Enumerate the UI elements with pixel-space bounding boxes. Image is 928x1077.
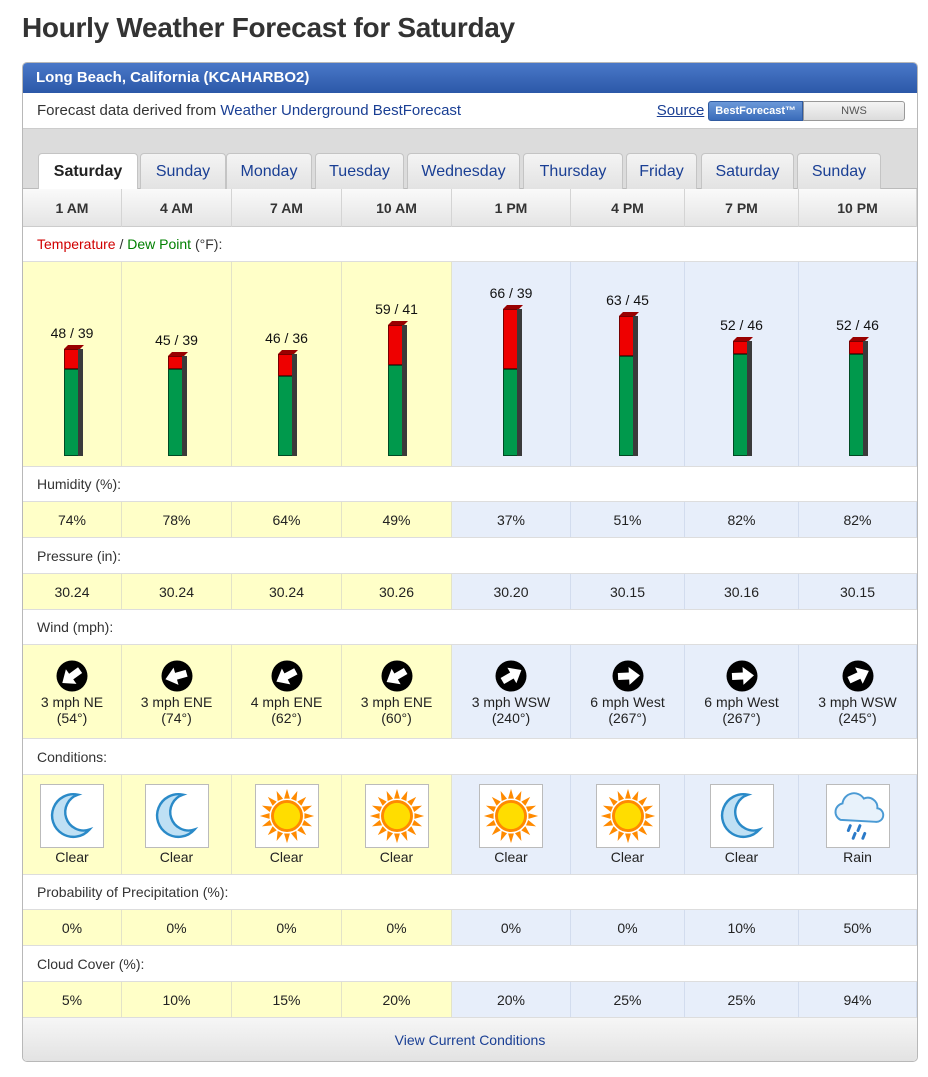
rain-cloud-icon: [826, 784, 890, 848]
pressure-row-cell: 30.15: [799, 574, 917, 609]
wind-direction-icon: [842, 660, 874, 692]
cloud-cover-row-cell: 94%: [799, 982, 917, 1017]
conditions-row-cell: [452, 775, 571, 874]
sun-icon: [479, 784, 543, 848]
temperature-bar: [278, 354, 297, 456]
time-header: 7 AM: [232, 189, 342, 227]
temperature-bar: [619, 316, 638, 456]
source-selector: [657, 93, 905, 129]
cloud-cover-row-cell: 15%: [232, 982, 342, 1017]
temperature-segment: [619, 316, 634, 356]
humidity-row-cell: 82%: [685, 502, 799, 537]
humidity-row-cell: 74%: [23, 502, 122, 537]
wind-speed: 6 mph West: [590, 694, 665, 710]
wind-row-cell: [232, 645, 342, 738]
dew-point-segment: [503, 369, 518, 456]
wind-degrees: (267°): [722, 710, 761, 726]
temperature-segment: [733, 341, 748, 354]
cloud-cover-row-cell: 10%: [122, 982, 232, 1017]
wind-row-cell: [452, 645, 571, 738]
bar-side: [517, 309, 522, 456]
temperature-chart-cell: [122, 262, 232, 466]
bar-side: [292, 354, 297, 456]
moon-icon: [145, 784, 209, 848]
bestforecast-link[interactable]: Weather Underground BestForecast: [220, 102, 462, 119]
temperature-value-label: 52 / 46: [720, 317, 763, 333]
view-current-conditions-link[interactable]: View Current Conditions: [394, 1032, 546, 1048]
time-header: 10 AM: [342, 189, 452, 227]
conditions-row: [23, 775, 917, 875]
bestforecast-source-button[interactable]: BestForecast™: [708, 101, 803, 121]
wind-degrees: (74°): [161, 710, 192, 726]
dew-point-legend: Dew Point: [127, 236, 192, 252]
cloud-cover-row: [23, 982, 917, 1018]
time-header: 4 PM: [571, 189, 685, 227]
condition-text: Clear: [610, 849, 645, 865]
humidity-label: Humidity (%):: [23, 467, 917, 502]
tab-sunday-next[interactable]: Sunday: [797, 153, 881, 190]
precipitation-row: [23, 910, 917, 946]
condition-text: Clear: [55, 849, 89, 865]
condition-text: Rain: [843, 849, 872, 865]
wind-row-cell: [685, 645, 799, 738]
pressure-row-cell: 30.24: [232, 574, 342, 609]
dew-point-segment: [278, 376, 293, 456]
condition-text: Clear: [724, 849, 759, 865]
bar-side: [402, 325, 407, 456]
condition-text: Clear: [379, 849, 414, 865]
temperature-bar: [64, 349, 83, 456]
dew-point-segment: [849, 354, 864, 456]
temperature-bar: [168, 356, 187, 456]
pressure-row-cell: 30.24: [122, 574, 232, 609]
precipitation-row-cell: 0%: [122, 910, 232, 945]
pressure-row-cell: 30.26: [342, 574, 452, 609]
humidity-row-cell: 51%: [571, 502, 685, 537]
temperature-segment: [64, 349, 79, 369]
conditions-row-cell: [23, 775, 122, 874]
temperature-value-label: 63 / 45: [606, 292, 649, 308]
wind-degrees: (60°): [381, 710, 412, 726]
temperature-chart-cell: [799, 262, 917, 466]
day-tabs: [23, 129, 917, 189]
cloud-cover-row-cell: 5%: [23, 982, 122, 1017]
temperature-segment: [168, 356, 183, 369]
wind-speed: 3 mph ENE: [360, 694, 433, 710]
sun-icon: [255, 784, 319, 848]
wind-speed: 3 mph NE: [40, 694, 104, 710]
wind-speed: 3 mph WSW: [471, 694, 551, 710]
source-link[interactable]: Source: [656, 102, 705, 119]
humidity-row: [23, 502, 917, 538]
bar-side: [633, 316, 638, 456]
sun-icon: [365, 784, 429, 848]
conditions-row-cell: [122, 775, 232, 874]
tab-saturday-next[interactable]: Saturday: [701, 153, 794, 190]
temperature-chart: [23, 262, 917, 467]
pressure-row-cell: 30.24: [23, 574, 122, 609]
pressure-row-cell: 30.20: [452, 574, 571, 609]
temperature-segment: [278, 354, 293, 376]
wind-direction-icon: [495, 660, 527, 692]
temperature-bar: [849, 341, 868, 456]
legend-separator: /: [115, 236, 128, 252]
temperature-chart-cell: [685, 262, 799, 466]
wind-speed: 3 mph ENE: [140, 694, 213, 710]
temperature-legend: Temperature: [37, 236, 116, 252]
tab-thursday[interactable]: Thursday: [523, 153, 623, 190]
wind-row-cell: [23, 645, 122, 738]
sun-icon: [596, 784, 660, 848]
wind-degrees: (240°): [491, 710, 531, 726]
temperature-value-label: 52 / 46: [836, 317, 879, 333]
temperature-value-label: 46 / 36: [265, 330, 308, 346]
temperature-unit: (°F):: [191, 236, 223, 252]
wind-degrees: (245°): [838, 710, 877, 726]
precipitation-label: Probability of Precipitation (%):: [23, 875, 917, 910]
tab-tuesday[interactable]: Tuesday: [315, 153, 404, 190]
precipitation-row-cell: 50%: [799, 910, 917, 945]
precipitation-row-cell: 0%: [452, 910, 571, 945]
bar-side: [863, 341, 868, 456]
dew-point-segment: [64, 369, 79, 456]
wind-row-cell: [799, 645, 917, 738]
temperature-value-label: 48 / 39: [50, 325, 94, 341]
wind-degrees: (54°): [56, 710, 88, 726]
temperature-chart-cell: [23, 262, 122, 466]
wind-degrees: (62°): [271, 710, 302, 726]
time-header: 1 PM: [452, 189, 571, 227]
wind-speed: 6 mph West: [704, 694, 779, 710]
precipitation-row-cell: 0%: [232, 910, 342, 945]
precipitation-row-cell: 0%: [23, 910, 122, 945]
pressure-row: [23, 574, 917, 610]
bar-side: [182, 356, 187, 456]
wind-direction-icon: [56, 660, 88, 692]
wind-direction-icon: [271, 660, 303, 692]
pressure-row-cell: 30.15: [571, 574, 685, 609]
forecast-panel: [22, 62, 918, 1062]
precipitation-row-cell: 10%: [685, 910, 799, 945]
footer-bar: [23, 1018, 917, 1062]
temperature-value-label: 66 / 39: [489, 285, 533, 301]
wind-row-cell: [122, 645, 232, 738]
tab-friday[interactable]: Friday: [626, 153, 697, 190]
cloud-cover-label: Cloud Cover (%):: [23, 946, 917, 982]
conditions-row-cell: [685, 775, 799, 874]
temperature-chart-cell: [452, 262, 571, 466]
temperature-segment: [388, 325, 403, 365]
temperature-label: [23, 227, 917, 262]
condition-text: Clear: [494, 849, 528, 865]
dew-point-segment: [733, 354, 748, 456]
moon-icon: [710, 784, 774, 848]
temperature-chart-cell: [232, 262, 342, 466]
time-header-row: [23, 189, 917, 227]
nws-source-button[interactable]: NWS: [803, 101, 905, 121]
pressure-label: Pressure (in):: [23, 538, 917, 574]
humidity-row-cell: 78%: [122, 502, 232, 537]
bar-side: [78, 349, 83, 456]
humidity-row-cell: 49%: [342, 502, 452, 537]
conditions-row-cell: [799, 775, 917, 874]
humidity-row-cell: 64%: [232, 502, 342, 537]
precipitation-row-cell: 0%: [342, 910, 452, 945]
bar-side: [747, 341, 752, 456]
dew-point-segment: [619, 356, 634, 456]
time-header: 1 AM: [23, 189, 122, 227]
temperature-segment: [849, 341, 864, 354]
wind-direction-icon: [161, 660, 193, 692]
wind-row-cell: [571, 645, 685, 738]
dew-point-segment: [168, 369, 183, 456]
wind-degrees: (267°): [608, 710, 647, 726]
time-header: 4 AM: [122, 189, 232, 227]
source-description: Forecast data derived from: [37, 102, 217, 119]
precipitation-row-cell: 0%: [571, 910, 685, 945]
page-title: Hourly Weather Forecast for Saturday: [22, 12, 515, 43]
tab-sunday[interactable]: Sunday: [140, 153, 226, 190]
cloud-cover-row-cell: 25%: [571, 982, 685, 1017]
wind-speed: 3 mph WSW: [818, 694, 897, 710]
humidity-row-cell: 37%: [452, 502, 571, 537]
station-header: Long Beach, California (KCAHARBO2): [23, 63, 917, 93]
temperature-value-label: 45 / 39: [155, 332, 198, 348]
condition-text: Clear: [159, 849, 194, 865]
conditions-row-cell: [342, 775, 452, 874]
temperature-bar: [388, 325, 407, 456]
wind-row: [23, 645, 917, 739]
source-bar: [23, 93, 917, 129]
cloud-cover-row-cell: 20%: [452, 982, 571, 1017]
conditions-label: Conditions:: [23, 739, 917, 775]
cloud-cover-row-cell: 25%: [685, 982, 799, 1017]
humidity-row-cell: 82%: [799, 502, 917, 537]
temperature-value-label: 59 / 41: [375, 301, 418, 317]
temperature-chart-cell: [571, 262, 685, 466]
cloud-cover-row-cell: 20%: [342, 982, 452, 1017]
temperature-segment: [503, 309, 518, 369]
wind-speed: 4 mph ENE: [250, 694, 323, 710]
tab-wednesday[interactable]: Wednesday: [407, 153, 520, 190]
conditions-row-cell: [232, 775, 342, 874]
time-header: 7 PM: [685, 189, 799, 227]
wind-direction-icon: [381, 660, 413, 692]
time-header: 10 PM: [799, 189, 917, 227]
moon-icon: [40, 784, 104, 848]
wind-row-cell: [342, 645, 452, 738]
wind-direction-icon: [612, 660, 644, 692]
pressure-row-cell: 30.16: [685, 574, 799, 609]
temperature-chart-cell: [342, 262, 452, 466]
temperature-bar: [503, 309, 522, 456]
wind-direction-icon: [726, 660, 758, 692]
temperature-bar: [733, 341, 752, 456]
wind-label: Wind (mph):: [23, 610, 917, 645]
dew-point-segment: [388, 365, 403, 456]
tab-saturday[interactable]: Saturday: [38, 153, 138, 191]
condition-text: Clear: [269, 849, 304, 865]
tab-monday[interactable]: Monday: [226, 153, 312, 190]
conditions-row-cell: [571, 775, 685, 874]
